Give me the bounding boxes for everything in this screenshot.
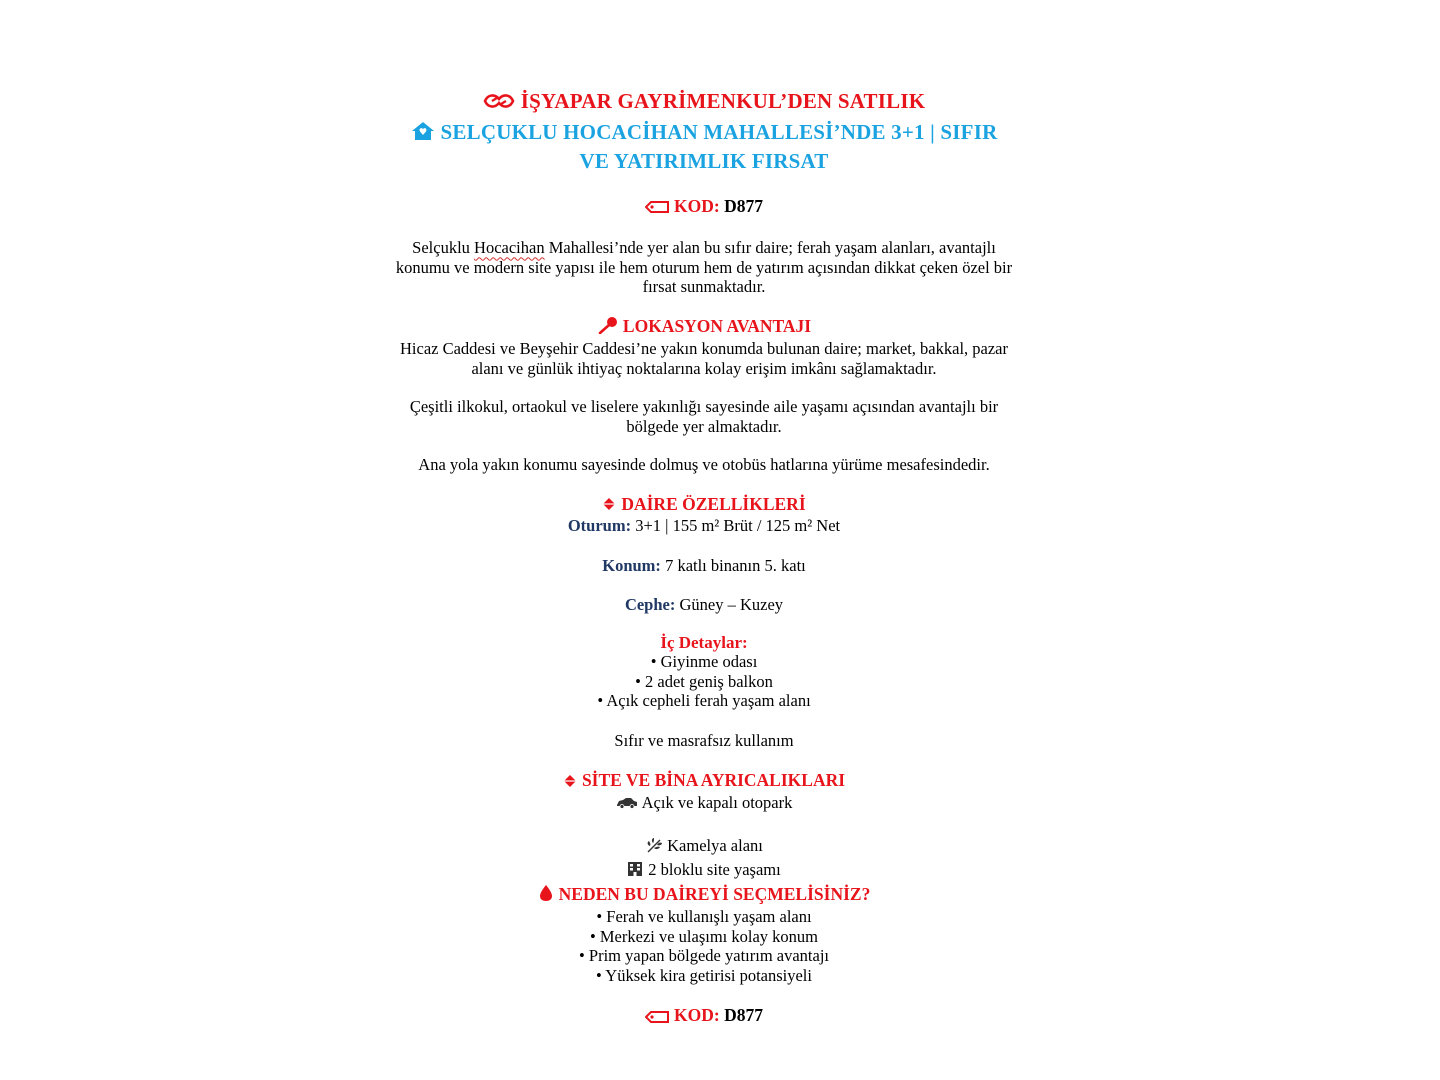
site-item-blocks: 2 bloklu site yaşamı: [280, 860, 1128, 881]
house-icon: [411, 121, 435, 148]
intro-line-2: konumu ve modern site yapısı ile hem oturum hem de yatırım açısından dikkat çeken özel bir: [395, 257, 1013, 277]
konum-label: Konum:: [602, 555, 661, 575]
cephe-label: Cephe:: [624, 595, 676, 615]
drop-icon: [538, 884, 554, 907]
intro-line-3: fırsat sunmaktadır.: [642, 277, 766, 297]
list-item: • Prim yapan bölgede yatırım avantajı: [579, 946, 829, 966]
oturum-line: [280, 516, 1128, 536]
list-item: • Yüksek kira getirisi potansiyeli: [596, 965, 812, 985]
oturum-label: Oturum:: [567, 516, 632, 536]
list-item: • Merkezi ve ulaşımı kolay konum: [589, 926, 819, 946]
ic-detaylar-list: [280, 652, 1128, 711]
list-item: • Giyinme odası: [650, 652, 758, 672]
listing-code-top: [280, 196, 1128, 218]
intro-line-1: Selçuklu Hocacihan Mahallesi’nde yer alan bu sıfır daire; ferah yaşam alanları, avantajlı: [412, 238, 996, 258]
konum-value: 7 katlı binanın 5. katı: [660, 555, 806, 575]
list-item: • Açık cepheli ferah yaşam alanı: [597, 691, 811, 711]
diamond-icon: [602, 495, 616, 516]
diamond-icon: [563, 772, 577, 793]
spellcheck-word: Hocacihan: [474, 238, 545, 258]
features-note: Sıfır ve masrafsız kullanım: [614, 730, 794, 750]
site-item-parking: Açık ve kapalı otopark: [280, 793, 1128, 814]
location-heading: LOKASYON AVANTAJI: [280, 316, 1128, 339]
intro-paragraph: [280, 238, 1128, 297]
listing-title: [280, 88, 1128, 116]
site-item-kamelya: Kamelya alanı: [280, 836, 1128, 857]
code-label: KOD:: [674, 1005, 720, 1026]
why-heading: NEDEN BU DAİREYİ SEÇMELİSİNİZ?: [280, 884, 1128, 907]
site-heading: SİTE VE BİNA AYRICALIKLARI: [280, 770, 1128, 792]
list-item: • Ferah ve kullanışlı yaşam alanı: [596, 907, 812, 927]
listing-document: [280, 88, 1128, 1028]
listing-subtitle: [280, 119, 1128, 175]
ic-detaylar-heading: İç Detaylar:: [660, 632, 748, 652]
tag-icon: [645, 1007, 669, 1028]
code-label: KOD:: [674, 195, 720, 216]
code-value: D877: [724, 195, 763, 216]
car-icon: [616, 794, 638, 814]
tag-icon: [645, 197, 669, 218]
features-heading: DAİRE ÖZELLİKLERİ: [280, 494, 1128, 516]
code-value: D877: [724, 1005, 763, 1026]
building-icon: [627, 861, 643, 882]
title-text: İŞYAPAR GAYRİMENKUL’DEN SATILIK: [520, 89, 926, 113]
location-paragraph-1: Hicaz Caddesi ve Beyşehir Caddesi’ne yakın konumda bulunan daire; market, bakkal, pazar alanı ve günlük ihtiyaç noktalarına kolay erişim imkânı sağlamaktadır.: [400, 339, 1008, 378]
handshake-icon: [483, 90, 515, 116]
location-paragraph-3: Ana yola yakın konumu sayesinde dolmuş ve otobüs hatlarına yürüme mesafesindedir.: [418, 455, 990, 475]
oturum-value: 3+1 | 155 m² Brüt / 125 m² Net: [631, 516, 841, 536]
location-paragraph-2: Çeşitli ilkokul, ortaokul ve liselere yakınlığı sayesinde aile yaşamı açısından avantajlı bir bölgede yer almaktadır.: [409, 397, 999, 436]
cephe-line: [280, 595, 1128, 615]
konum-line: [280, 556, 1128, 576]
subtitle-line-1: SELÇUKLU HOCACİHAN MAHALLESİ’NDE 3+1 | SIFIR: [280, 119, 1128, 148]
listing-code-bottom: [280, 1005, 1128, 1027]
list-item: • 2 adet geniş balkon: [635, 671, 773, 691]
cephe-value: Güney – Kuzey: [675, 595, 784, 615]
plant-icon: [645, 837, 663, 858]
why-list: [280, 907, 1128, 985]
pin-icon: [597, 316, 619, 339]
subtitle-line-2: VE YATIRIMLIK FIRSAT: [579, 148, 829, 173]
